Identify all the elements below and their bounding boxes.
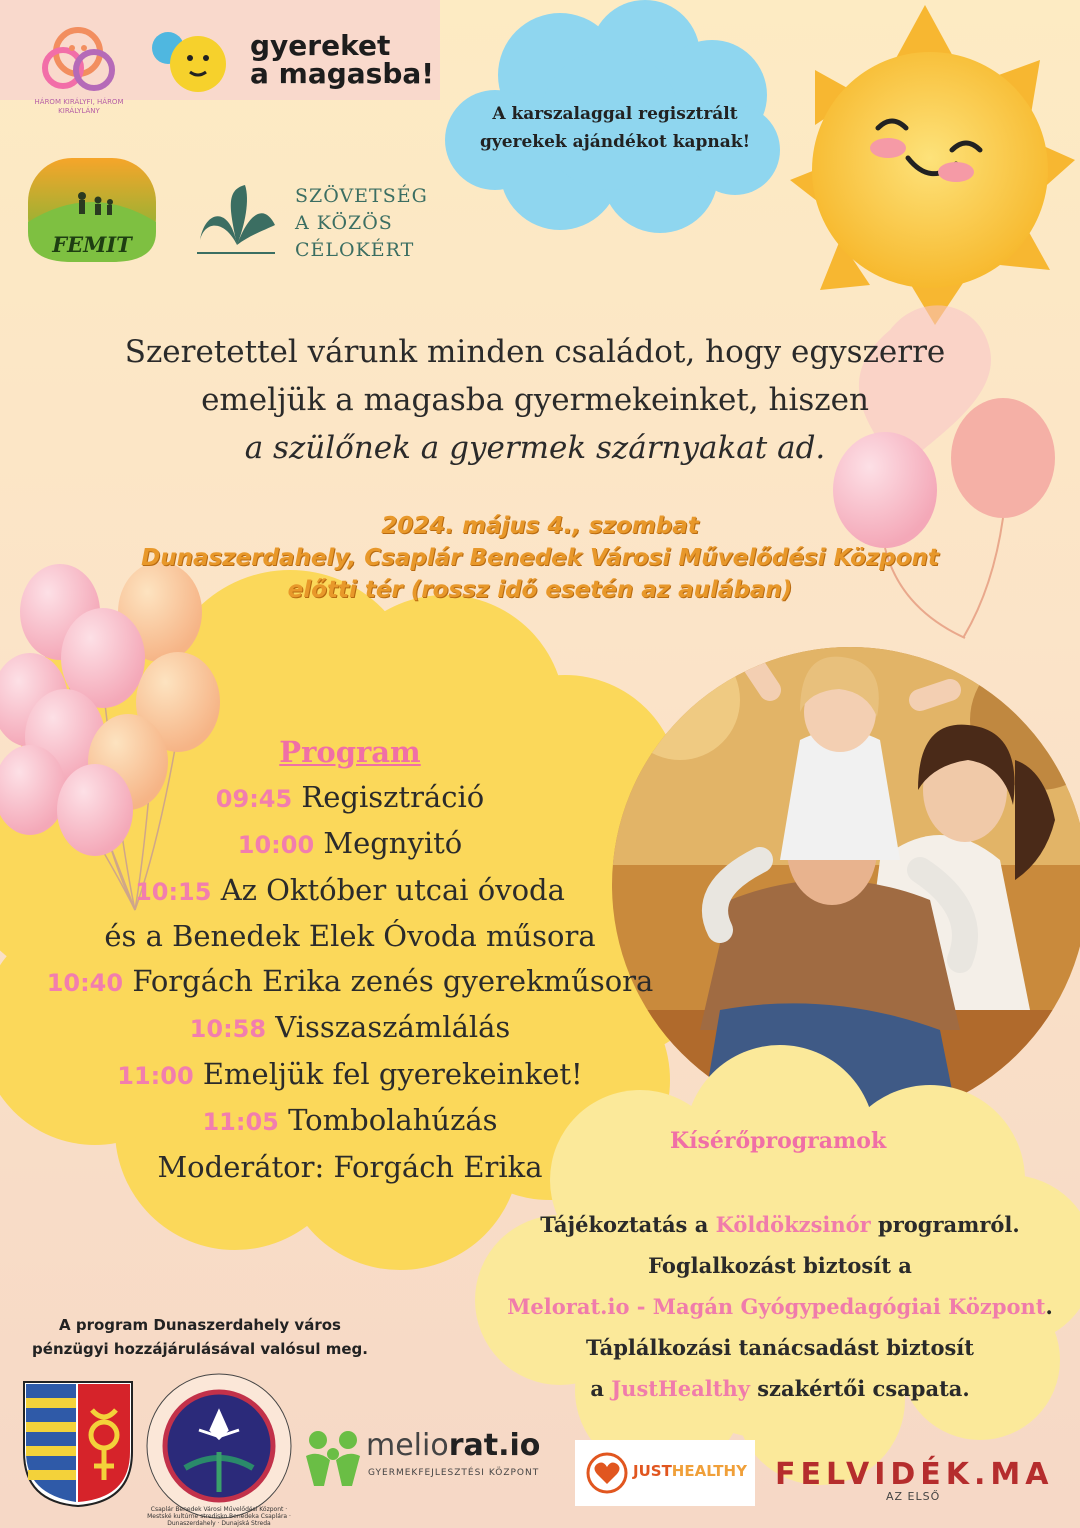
intro-line-1: Szeretettel várunk minden családot, hogy egyszerre (124, 334, 946, 370)
szovetseg-leaf-icon (195, 180, 280, 260)
szovetseg-line-2: A KÖZÖS (295, 212, 393, 234)
wristband-note-line-1: A karszalaggal regisztrált (492, 104, 738, 124)
meliorat-logo-part-1: melio (366, 1428, 449, 1463)
intro-line-3: a szülőnek a gyermek szárnyakat ad. (244, 430, 826, 466)
meliorat-logo (366, 1428, 540, 1463)
szovetseg-line-3: CÉLOKÉRT (295, 239, 415, 261)
side-text: Tájékoztatás a (540, 1212, 716, 1237)
event-location-note: előtti tér (rossz idő esetén az aulában) (287, 577, 793, 603)
side-line-3 (490, 1286, 1070, 1327)
program-item (30, 914, 670, 959)
felvidek-logo: FELVIDÉK.MA (775, 1457, 1054, 1492)
koldokzsinor-highlight: Köldökzsinór (715, 1212, 871, 1237)
justhealthy-healthy: HEALTHY (671, 1462, 747, 1480)
program-item (30, 821, 670, 868)
felvidek-subtitle: AZ ELSŐ (886, 1490, 941, 1503)
smiley-faces-icon (148, 28, 233, 93)
program-label: Regisztráció (301, 779, 485, 814)
femit-logo (22, 152, 162, 268)
program-time: 10:00 (237, 831, 315, 859)
meliorat-logo-part-2: rat.io (448, 1428, 541, 1463)
cultural-center-emblem (145, 1372, 293, 1520)
brand-line-1: gyereket (250, 29, 391, 62)
program-label: Tombolahúzás (288, 1103, 498, 1137)
side-line-5 (490, 1368, 1070, 1409)
invitation-text (60, 328, 1010, 472)
sun-illustration (790, 5, 1075, 325)
program-item (30, 775, 670, 822)
program-time: 10:40 (46, 968, 124, 997)
meliorat-people-icon (302, 1428, 364, 1488)
side-text: programról. (870, 1212, 1020, 1237)
program-time: 11:00 (117, 1061, 194, 1090)
program-time: 10:15 (135, 877, 212, 906)
program-label: Megnyitó (323, 826, 463, 860)
program-item (30, 868, 670, 915)
justhealthy-logo (575, 1440, 755, 1506)
intro-line-2: emeljük a magasba gyermekeinket, hiszen (201, 382, 869, 418)
cultural-center-arc-text: Csaplár Benedek Városi Művelődési Központ · Mestské kultúrne stredisko Benedeka Csaplára · Dunaszerdahely · Dunajská Streda (147, 1506, 291, 1527)
program-item (30, 1005, 670, 1052)
program-item (30, 959, 670, 1006)
szovetseg-logo-text (295, 183, 428, 264)
justhealthy-highlight: JustHealthy (611, 1376, 750, 1401)
gyereket-a-magasba-logo (250, 29, 435, 90)
side-text: szakértői csapata. (749, 1376, 970, 1401)
family-photo (610, 640, 1080, 1130)
city-coat-of-arms (22, 1380, 134, 1508)
program-time: 10:58 (189, 1015, 267, 1043)
side-programs-list (490, 1204, 1070, 1409)
program-moderator: Moderátor: Forgách Erika (157, 1149, 543, 1184)
cultural-center-logo (145, 1372, 293, 1527)
event-details (40, 510, 1040, 606)
meliorat-highlight: Melorat.io - Magán Gyógypedagógiai Központ (507, 1294, 1046, 1319)
program-label: Emeljük fel gyerekeinket! (202, 1056, 583, 1091)
side-line-4: Táplálkozási tanácsadást biztosít (586, 1335, 974, 1360)
program-item (30, 1052, 670, 1099)
side-line-2: Foglalkozást biztosít a (648, 1253, 912, 1278)
harom-kiralyfi-logo (20, 10, 138, 115)
heart-icon (585, 1452, 629, 1494)
harom-kiralyfi-arc-text: HÁROM KIRÁLYFI, HÁROM KIRÁLYLÁNY (34, 98, 124, 115)
funding-line-1: A program Dunaszerdahely város (59, 1316, 341, 1334)
harom-kiralyfi-emblem (20, 10, 138, 110)
funding-line-2: pénzügyi hozzájárulásával valósul meg. (32, 1340, 368, 1358)
wristband-note-line-2: gyerekek ajándékot kapnak! (479, 132, 751, 152)
program-label: Az Október utcai óvoda (220, 872, 565, 907)
program-schedule (30, 730, 670, 1189)
side-text: a (590, 1376, 612, 1401)
side-text: . (1045, 1294, 1053, 1319)
side-programs-title: Kísérőprogramok (670, 1128, 887, 1154)
side-line-1 (490, 1204, 1070, 1245)
program-label: Visszaszámlálás (275, 1010, 511, 1044)
meliorat-logo-subtitle: GYERMEKFEJLESZTÉSI KÖZPONT (368, 1468, 540, 1478)
program-label: és a Benedek Elek Óvoda műsora (104, 919, 596, 953)
program-time: 11:05 (202, 1108, 279, 1136)
szovetseg-line-1: SZÖVETSÉG (295, 185, 428, 207)
program-title: Program (279, 735, 421, 769)
event-date: 2024. május 4., szombat (381, 513, 699, 539)
justhealthy-just: JUST (633, 1462, 672, 1480)
justhealthy-wordmark (633, 1462, 747, 1480)
program-label: Forgách Erika zenés gyerekműsora (132, 963, 654, 998)
program-item (30, 1098, 670, 1145)
brand-line-2: a magasba! (250, 57, 435, 90)
funding-note (10, 1313, 390, 1361)
femit-label: FEMIT (52, 232, 132, 257)
event-place: Dunaszerdahely, Csaplár Benedek Városi Művelődési Központ (141, 545, 939, 571)
wristband-gift-note (450, 100, 780, 156)
program-time: 09:45 (215, 784, 293, 813)
